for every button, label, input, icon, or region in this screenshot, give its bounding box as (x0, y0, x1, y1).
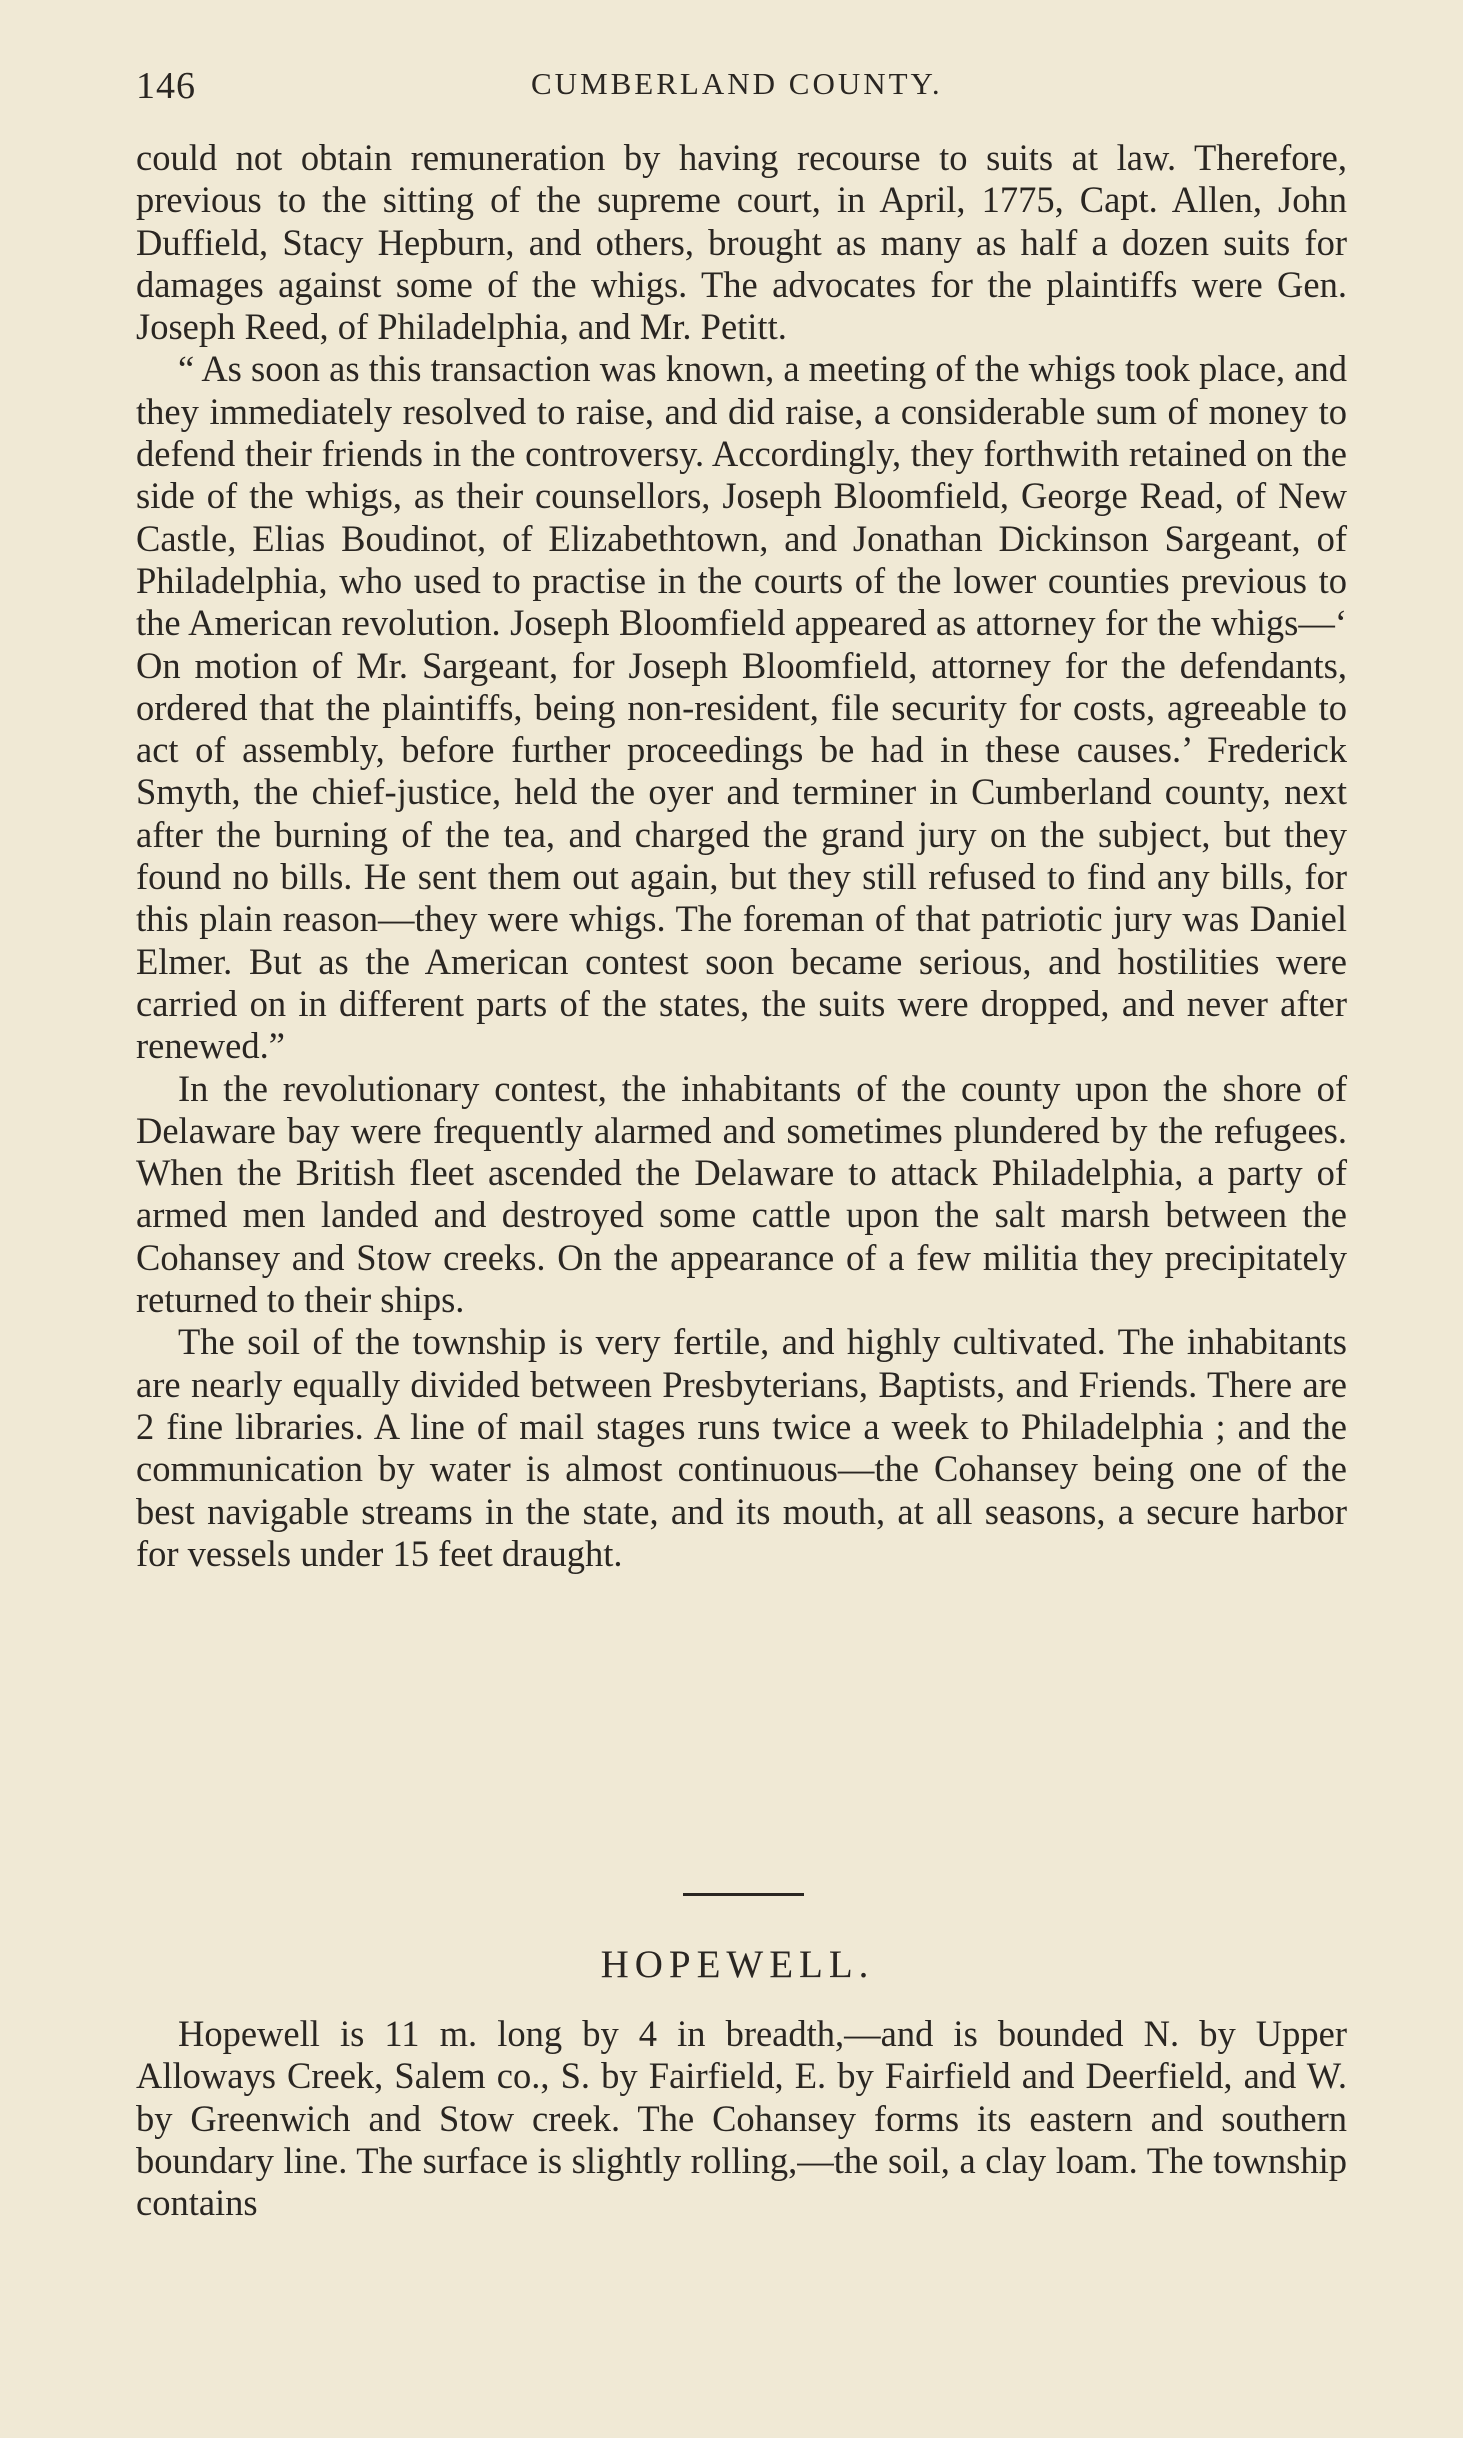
paragraph-lawsuits: could not obtain remuneration by having recourse to suits at law. Therefore, previous to the sitting of the supreme court, in April, 1775, Capt. Allen, John Duffield, Stacy Hepburn, and others, brought as many as half a dozen suits for damages against some of the whigs. The advocates for the plaintiffs were Gen. Joseph Reed, of Philadelphia, and Mr. Petitt. (136, 137, 1347, 348)
running-title: CUMBERLAND COUNTY. (531, 66, 943, 101)
paragraph-soil-and-inhabitants: The soil of the township is very fertile, and highly cultivated. The inhabitants are nearly equally divided between Presbyterians, Baptists, and Friends. There are 2 fine libraries. A line of mail stages runs twice a week to Philadelphia ; and the communication by water is almost continuous—the Cohansey being one of the best navigable streams in the state, and its mouth, at all seasons, a secure harbor for vessels under 15 feet draught. (136, 1321, 1347, 1574)
paragraph-whigs-quote: “ As soon as this transaction was known, a meeting of the whigs took place, and they immediately resolved to raise, and did raise, a considerable sum of money to defend their friends in the controversy. Accordingly, they forthwith retained on the side of the whigs, as their counsellors, Joseph Bloomfield, George Read, of New Castle, Elias Boudinot, of Elizabethtown, and Jonathan Dickinson Sargeant, of Philadelphia, who used to practise in the courts of the lower counties previous to the American revolution. Joseph Bloomfield appeared as attorney for the whigs—‘ On motion of Mr. Sargeant, for Joseph Bloomfield, attorney for the defendants, ordered that the plaintiffs, being non-resident, file security for costs, agreeable to act of assembly, before further proceedings be had in these causes.’ Frederick Smyth, the chief-justice, held the oyer and terminer in Cumberland county, next after the burning of the tea, and charged the grand jury on the subject, but they found no bills. He sent them out again, but they still refused to find any bills, for this plain reason—they were whigs. The foreman of that patriotic jury was Daniel Elmer. But as the American contest soon became serious, and hostilities were carried on in different parts of the states, the suits were dropped, and never after renewed.” (136, 348, 1347, 1067)
paragraph-revolutionary-contest: In the revolutionary contest, the inhabitants of the county upon the shore of Delaware bay were frequently alarmed and sometimes plundered by the refugees. When the British fleet ascended the Delaware to attack Philadelphia, a party of armed men landed and destroyed some cattle upon the salt marsh between the Cohansey and Stow creeks. On the appearance of a few militia they precipitately returned to their ships. (136, 1067, 1347, 1321)
page-number: 146 (136, 65, 196, 107)
section-divider (683, 1893, 804, 1896)
paragraph-hopewell: Hopewell is 11 m. long by 4 in breadth,—and is bounded N. by Upper Alloways Creek, Salem co., S. by Fairfield, E. by Fairfield and Deerfield, and W. by Greenwich and Stow creek. The Cohansey forms its eastern and southern boundary line. The surface is slightly rolling,—the soil, a clay loam. The township contains (136, 2013, 1347, 2224)
running-head (136, 64, 1346, 114)
section-heading: HOPEWELL. (600, 1943, 875, 1986)
section-text (136, 2013, 1347, 2224)
body-text (136, 137, 1347, 1575)
